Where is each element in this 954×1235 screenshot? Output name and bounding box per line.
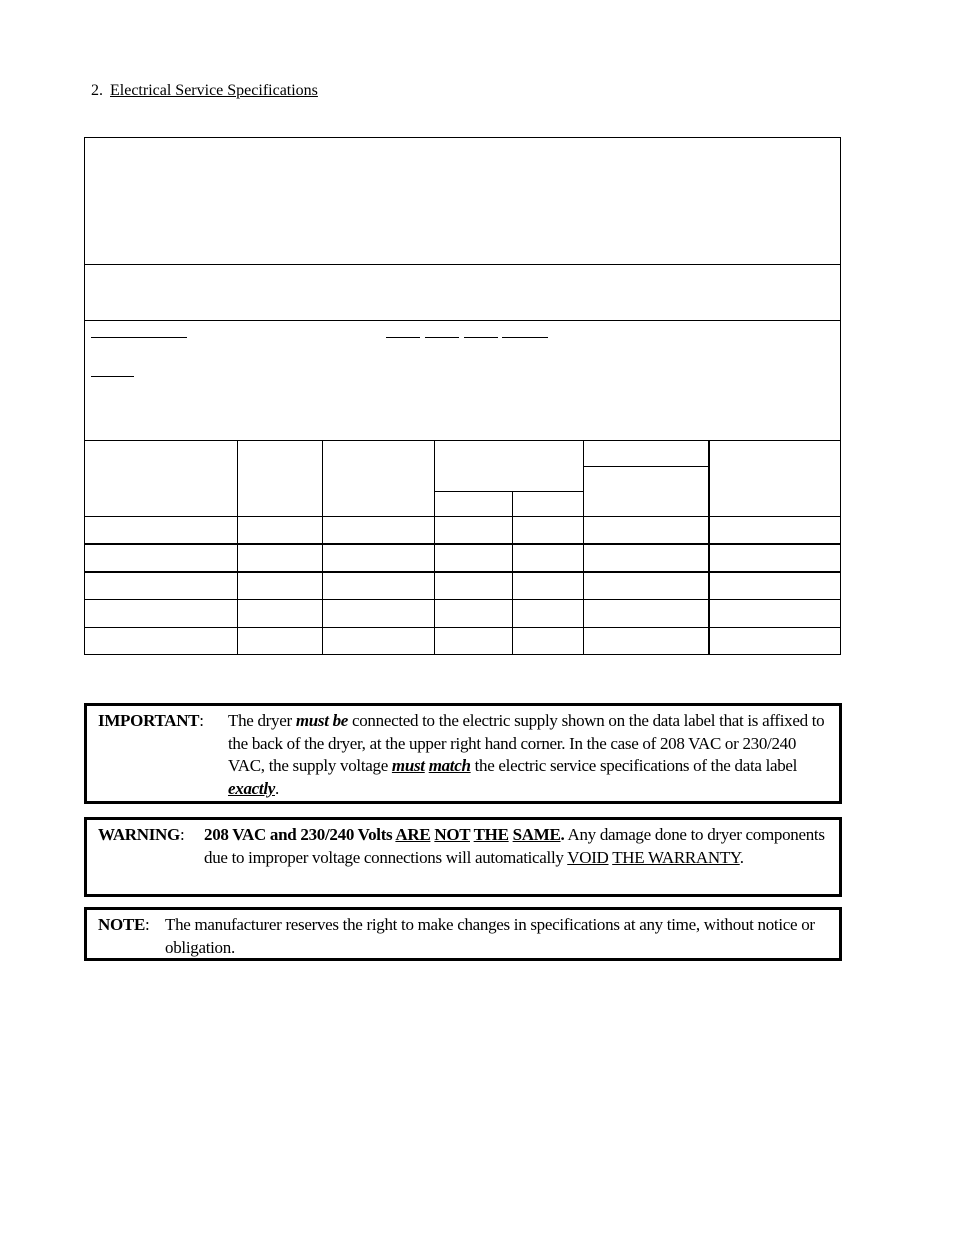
table-rule — [85, 599, 840, 600]
underline-stub — [425, 337, 459, 338]
note-label: NOTE: — [98, 915, 150, 934]
section-number: 2. — [91, 82, 103, 99]
warning-text: 208 VAC and 230/240 Volts ARE NOT THE SAME. Any damage done to dryer components due to improper voltage connections will automatically VOID THE WARRANTY. — [204, 825, 825, 867]
table-rule — [85, 320, 840, 321]
table-rule — [85, 571, 840, 573]
table-rule — [85, 264, 840, 265]
underline-stub — [91, 376, 134, 377]
table-rule — [434, 491, 583, 492]
important-label: IMPORTANT: — [98, 711, 204, 730]
underline-stub — [91, 337, 187, 338]
specifications-table — [84, 137, 841, 655]
note-notice — [84, 907, 842, 961]
note-text: The manufacturer reserves the right to make changes in specifications at any time, without notice or obligation. — [165, 915, 815, 957]
important-text: The dryer must be connected to the electric supply shown on the data label that is affixed to the back of the dryer, at the upper right hand corner. In the case of 208 VAC or 230/240 VAC, the supply voltage must match the electric service specifications of the data label exactly. — [228, 711, 825, 798]
warning-notice — [84, 817, 842, 897]
table-column-rule — [434, 440, 435, 654]
section-title: Electrical Service Specifications — [110, 82, 318, 99]
table-rule — [85, 440, 840, 441]
table-rule — [85, 516, 840, 517]
important-notice — [84, 703, 842, 804]
table-column-rule — [583, 440, 584, 654]
table-column-rule — [708, 440, 710, 654]
underline-stub — [502, 337, 548, 338]
warning-label: WARNING: — [98, 825, 185, 844]
section-heading — [91, 81, 318, 101]
underline-stub — [464, 337, 498, 338]
table-column-rule — [512, 491, 513, 654]
table-column-rule — [237, 440, 238, 654]
table-rule — [583, 466, 708, 467]
table-rule — [85, 543, 840, 545]
table-column-rule — [322, 440, 323, 654]
table-rule — [85, 627, 840, 628]
underline-stub — [386, 337, 420, 338]
